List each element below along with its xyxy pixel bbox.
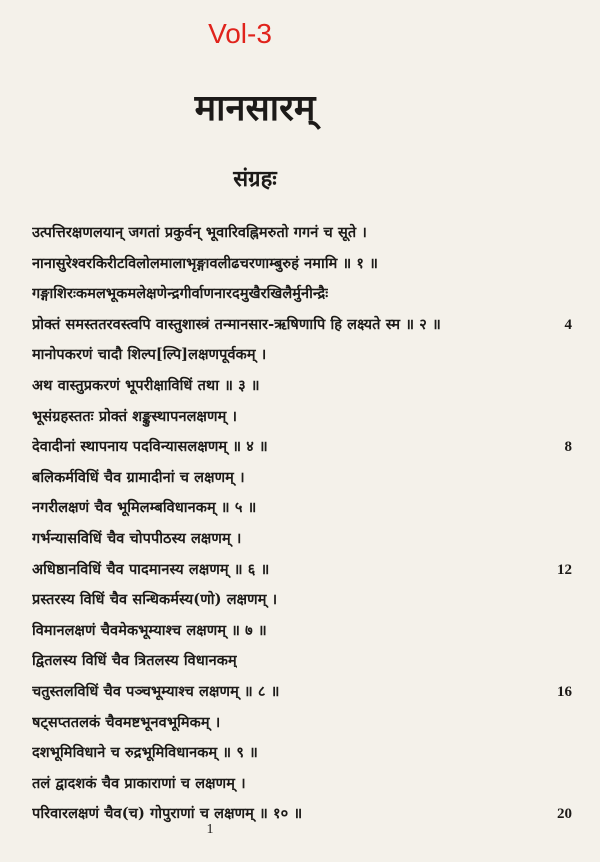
footer-page-number: 1 (206, 822, 214, 837)
verse-text: प्रस्तरस्य विधिं चैव सन्धिकर्मस्य(णो) लक्षणम् । (32, 591, 278, 609)
verse-line (0, 738, 600, 769)
verse-text: नानासुरेश्वरकिरीटविलोलमालाभृङ्गावलीढचरणाम्बुरुहं नमामि ॥ १ ॥ (32, 254, 379, 272)
margin-page-number: 8 (564, 439, 572, 456)
verse-text: देवादीनां स्थापनाय पदविन्यासलक्षणम् ॥ ४ ॥ (32, 438, 268, 456)
verse-text: गङ्गाशिरःकमलभूकमलेक्षणेन्द्रगीर्वाणनारदमुखैरखिलैर्मुनीन्द्रैः (32, 285, 329, 303)
margin-page-number: 16 (557, 683, 572, 700)
verse-text: मानोपकरणं चादौ शिल्प[ल्पि]लक्षणपूर्वकम् । (32, 346, 267, 364)
verse-line (0, 493, 600, 524)
verse-line (0, 340, 600, 371)
verse-text: गर्भन्यासविधिं चैव चोपपीठस्य लक्षणम् । (32, 529, 242, 547)
verse-line (0, 371, 600, 402)
verse-line (0, 310, 600, 341)
verse-line (0, 463, 600, 494)
verse-line (0, 249, 600, 280)
verse-line (0, 677, 600, 708)
verse-line (0, 218, 600, 249)
verse-text: तलं द्वादशकं चैव प्राकाराणां च लक्षणम् । (32, 774, 246, 792)
verse-line (0, 432, 600, 463)
verse-text: अधिष्ठानविधिं चैव पादमानस्य लक्षणम् ॥ ६ ॥ (32, 560, 270, 578)
verse-text: नगरीलक्षणं चैव भूमिलम्बविधानकम् ॥ ५ ॥ (32, 499, 257, 517)
page-title: मानसारम् (194, 87, 316, 129)
verse-text: बलिकर्मविधिं चैव ग्रामादीनां च लक्षणम् । (32, 468, 245, 486)
verse-text: प्रोक्तं समस्ततरवस्त्वपि वास्तुशास्त्रं तन्मानसार-ऋषिणापि हि लक्ष्यते स्म ॥ २ ॥ (32, 315, 441, 333)
margin-page-number: 4 (564, 316, 572, 333)
verse-text: भूसंग्रहस्ततः प्रोक्तं शङ्कुस्थापनलक्षणम् । (32, 407, 238, 425)
verse-line (0, 402, 600, 433)
verse-line (0, 646, 600, 677)
verse-text: द्वितलस्य विधिं चैव त्रितलस्य विधानकम् (32, 652, 237, 670)
verse-text: षट्सप्ततलकं चैवमष्टभूनवभूमिकम् । (32, 713, 221, 731)
verse-line (0, 524, 600, 555)
verse-line (0, 279, 600, 310)
verse-text: परिवारलक्षणं चैव(च) गोपुराणां च लक्षणम् ॥ १० ॥ (32, 805, 303, 823)
verse-text: विमानलक्षणं चैवमेकभूम्याश्च लक्षणम् ॥ ७ ॥ (32, 621, 267, 639)
verse-line (0, 708, 600, 739)
margin-page-number: 12 (557, 561, 572, 578)
verse-line (0, 555, 600, 586)
verse-text: चतुस्तलविधिं चैव पञ्चभूम्याश्च लक्षणम् ॥ ८ ॥ (32, 682, 280, 700)
margin-page-number: 20 (557, 806, 572, 823)
verse-text: दशभूमिविधाने च रुद्रभूमिविधानकम् ॥ ९ ॥ (32, 744, 258, 762)
verse-line (0, 585, 600, 616)
verse-line (0, 616, 600, 647)
verse-text: उत्पत्तिरक्षणलयान् जगतां प्रकुर्वन् भूवारिवह्निमरुतो गगनं च सूते । (32, 224, 368, 241)
verse-text: अथ वास्तुप्रकरणं भूपरीक्षाविधिं तथा ॥ ३ ॥ (32, 376, 260, 394)
volume-label: Vol-3 (208, 18, 272, 49)
verse-list (0, 218, 600, 830)
verse-line (0, 769, 600, 800)
page-subtitle: संग्रहः (233, 166, 277, 192)
